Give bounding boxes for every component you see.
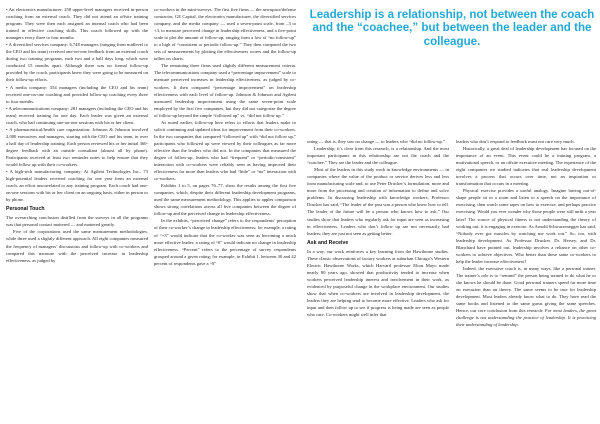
paragraph: As noted earlier, follow-up here refers to efforts that leaders make to solicit continuing and updated ideas for improvement from their co-workers. In the two companies that compared “followed up” with “did not follow up,” participants who followed up were viewed by their colleagues as far more effective than the leaders who did not. In the companies that measured the degree of follow-up, leaders who had “frequent” or “periodic/consistent” interaction with co-workers were reliably seen as having improved their effectiveness far more than leaders who had “little” or “no” interaction with co-workers. bbox=[154, 119, 296, 182]
paragraph: • An electronics manufacturer: 258 upper-level managers received in-person coaching from an external coach. They did not attend an offsite training program. They were then each assigned an internal coach who had been trained in effective coaching skills. This coach followed up with the managers every three to four months. bbox=[6, 7, 148, 41]
column-4 bbox=[456, 138, 596, 328]
pull-quote-text: Leadership is a relationship, not between the coach and the “coachee,” but between the leader and the colleague. bbox=[309, 8, 595, 48]
section-heading-personal-touch: Personal Touch bbox=[6, 206, 45, 213]
paragraph bbox=[456, 265, 596, 328]
column-1 bbox=[6, 6, 148, 264]
paragraph: Exhibits 1 to 5, on pages 76–77, show the results among the first five companies, which, despite their different leadership development programs, used the same measurement methodology. This applies to apples comparison shows strong correlations across all five companies between the degree of follow-up and the perceived change in leadership effectiveness. bbox=[154, 183, 296, 217]
paragraph: Five of the corporations used the same measurement methodologies, while three used a slightly different approach. All eight companies measured the frequency of managers’ discussions and follow-up with co-workers and compared this measure with the perceived increase in leadership effectiveness, as judged by bbox=[6, 229, 148, 263]
paragraph: In a way, our work reinforces a key learning from the Hawthorne studies. These classic observations of factory workers at suburban Chicago’s Western Electric Hawthorne Works, which Harvard professor Elton Mayo made nearly 80 years ago, showed that productivity tended to increase when workers perceived leadership interest and involvement in their work, as evidenced by purposeful change in the workplace environment. Our studies show that when co-workers are involved in leadership development, the leaders they are helping tend to become more effective. Leaders who ask for input and then follow up to see if progress is being made are seen as people who care. Co-workers might well infer that bbox=[307, 248, 449, 318]
column-3 bbox=[307, 138, 449, 318]
paragraph: Historically, a great deal of leadership development has focused on the importance of an event. This event could be a training program, a motivational speech, or an offsite executive meeting. The experience of the eight companies we studied indicates that real leadership development involves a process that occurs over time, not an inspiration or transformation that occurs in a meeting. bbox=[456, 146, 596, 187]
paragraph: • A high-tech manufacturing company: At Agilent Technologies Inc., 73 high-potential leaders received coaching for one year from an external coach, an effort uncorrelated to any training program. Each coach had one-on-one sessions with his or her client on an ongoing basis, either in person or by phone. bbox=[6, 169, 148, 203]
paragraph: rating — that is, they saw no change — to leaders who “did no follow-up.” bbox=[307, 139, 446, 144]
paragraph: • A media company: 354 managers (including the CEO and his team) received one-on-one coaching and provided follow-up coaching every three to four months. bbox=[6, 84, 148, 104]
section-heading-ask-and-receive: Ask and Receive bbox=[307, 239, 349, 246]
paragraph: • A telecommunications company: 281 managers (including the CEO and his team) received training for one day. Each leader was given an external coach, who had continuing one-on-one sessions with his or her client. bbox=[6, 105, 148, 125]
paragraph: In the exhibits, “perceived change” refers to the respondents’ perception of their co-worker’s change in leadership effectiveness; for example, a rating of “+3” would indicate that the co-worker was seen as becoming a much more effective leader; a rating of “0” would indicate no change in leadership effectiveness. “Percent” refers to the percentage of survey respondents grouped around a given rating; for example, in Exhibit 1, between 30 and 42 percent of respondents gave a “0” bbox=[154, 218, 296, 266]
paragraph-text: Indeed, the executive coach is, in many ways, like a personal trainer. The trainer’s role is to “remind” the person being trained to do what he or she knows he should be done. Good personal trainers spend far more time on execution than on theory. The same seems to be true for leadership development. Most leaders already know what to do. They have read the same books and listened to the same gurus giving the same speeches. Hence, our core conclusion from this research: bbox=[456, 265, 596, 314]
conclusion-emphasis: For most leaders, the great challenge is not understanding the practice of leadership. It is practicing their understanding of leadership. bbox=[456, 308, 596, 328]
column-2 bbox=[154, 6, 296, 267]
paragraph: Physical exercise provides a useful analogy. Imagine having out-of-shape people sit in a room and listen to a speech on the importance of exercising, then watch some tapes on how to exercise, and perhaps practice exercising. Would you ever wonder why those people were still unfit a year later? The source of physical fitness is not understanding the theory of working out; it is engaging in exercise. As Arnold Schwarzenegger has said, “Nobody ever got muscles by watching me work out.” So, too, with leadership development. As Professor Drucker, Dr. Hersey, and Dr. Blanchard have pointed out, leadership involves a reliance on other co-workers to achieve objectives. Who better than these same co-workers to help the leader increase effectiveness? bbox=[456, 188, 596, 264]
paragraph: leaders who don’t respond to feedback must not care very much. bbox=[456, 139, 575, 144]
paragraph: The overarching conclusion distilled from the surveys in all the programs was that personal contact mattered — and mattered greatly. bbox=[6, 215, 148, 228]
paragraph: The remaining three firms used slightly different measurement criteria. The telecommunications company used a “percentage improvement” scale to measure perceived increases in leadership effectiveness, as judged by co-workers. It then compared “percentage improvement” on leadership effectiveness with each level of follow-up. Johnson & Johnson and Agilent measured leadership improvement using the same seven-point scale employed by the first five companies, but they did not categorize the degree of follow-up beyond the simple “followed up” vs. “did not follow up.” bbox=[154, 63, 296, 118]
paragraph: • A pharmaceutical/health care organization: Johnson & Johnson involved 2,000 executives and managers, starting with the CEO and his team, in over a half day of leadership training. Each person reviewed his or her initial 360-degree feedback with an outside consultant (almost all by phone). Participants received at least two reminder notes to help ensure that they would follow up with their co-workers. bbox=[6, 126, 148, 168]
paragraph: co-workers in the mini-surveys. The first five firms — the aerospace/defense contractor, GE Capital, the electronics manufacturer, the diversified services company, and the media company — used a seven-point scale, from –3 to +3, to measure perceived change in leadership effectiveness, and a five-point scale to plot the amount of follow-up, ranging from a low of “no follow-up” to a high of “consistent or periodic follow-up.” They then compared the two sets of measurements by plotting the effectiveness scores and the follow-up tallies on charts. bbox=[154, 7, 296, 62]
paragraph: • A diversified services company: 6,748 managers (ranging from midlevel to the CEO and his team) received one-on-one feedback from an external coach during two training programs, each two and a half days long, which were conducted 15 months apart. Although there was no formal follow-up provided by the coach, participants knew they were going to be measured on their follow-up efforts. bbox=[6, 42, 148, 83]
paragraph: Leadership, it’s clear from this research, is a relationship. And the most important participants in this relationship are not the coach and the “coachee.” They are the leader and the colleague. bbox=[307, 146, 449, 166]
pull-quote bbox=[308, 8, 596, 126]
paragraph: Most of the leaders in this study work in knowledge environments — in companies where the value of the product or service derives less and less from manufacturing scale and, to use Peter Drucker’s formulation, more and more from the processing and creation of information to define and solve problems. In discussing leadership with knowledge workers, Professor Drucker has said, “The leader of the past was a person who knew how to tell. The leader of the future will be a person who knows how to ask.” Our studies show that leaders who regularly ask for input are seen as increasing in effectiveness. Leaders who don’t follow up are not necessarily bad leaders; they are just not seen as getting better. bbox=[307, 167, 449, 236]
